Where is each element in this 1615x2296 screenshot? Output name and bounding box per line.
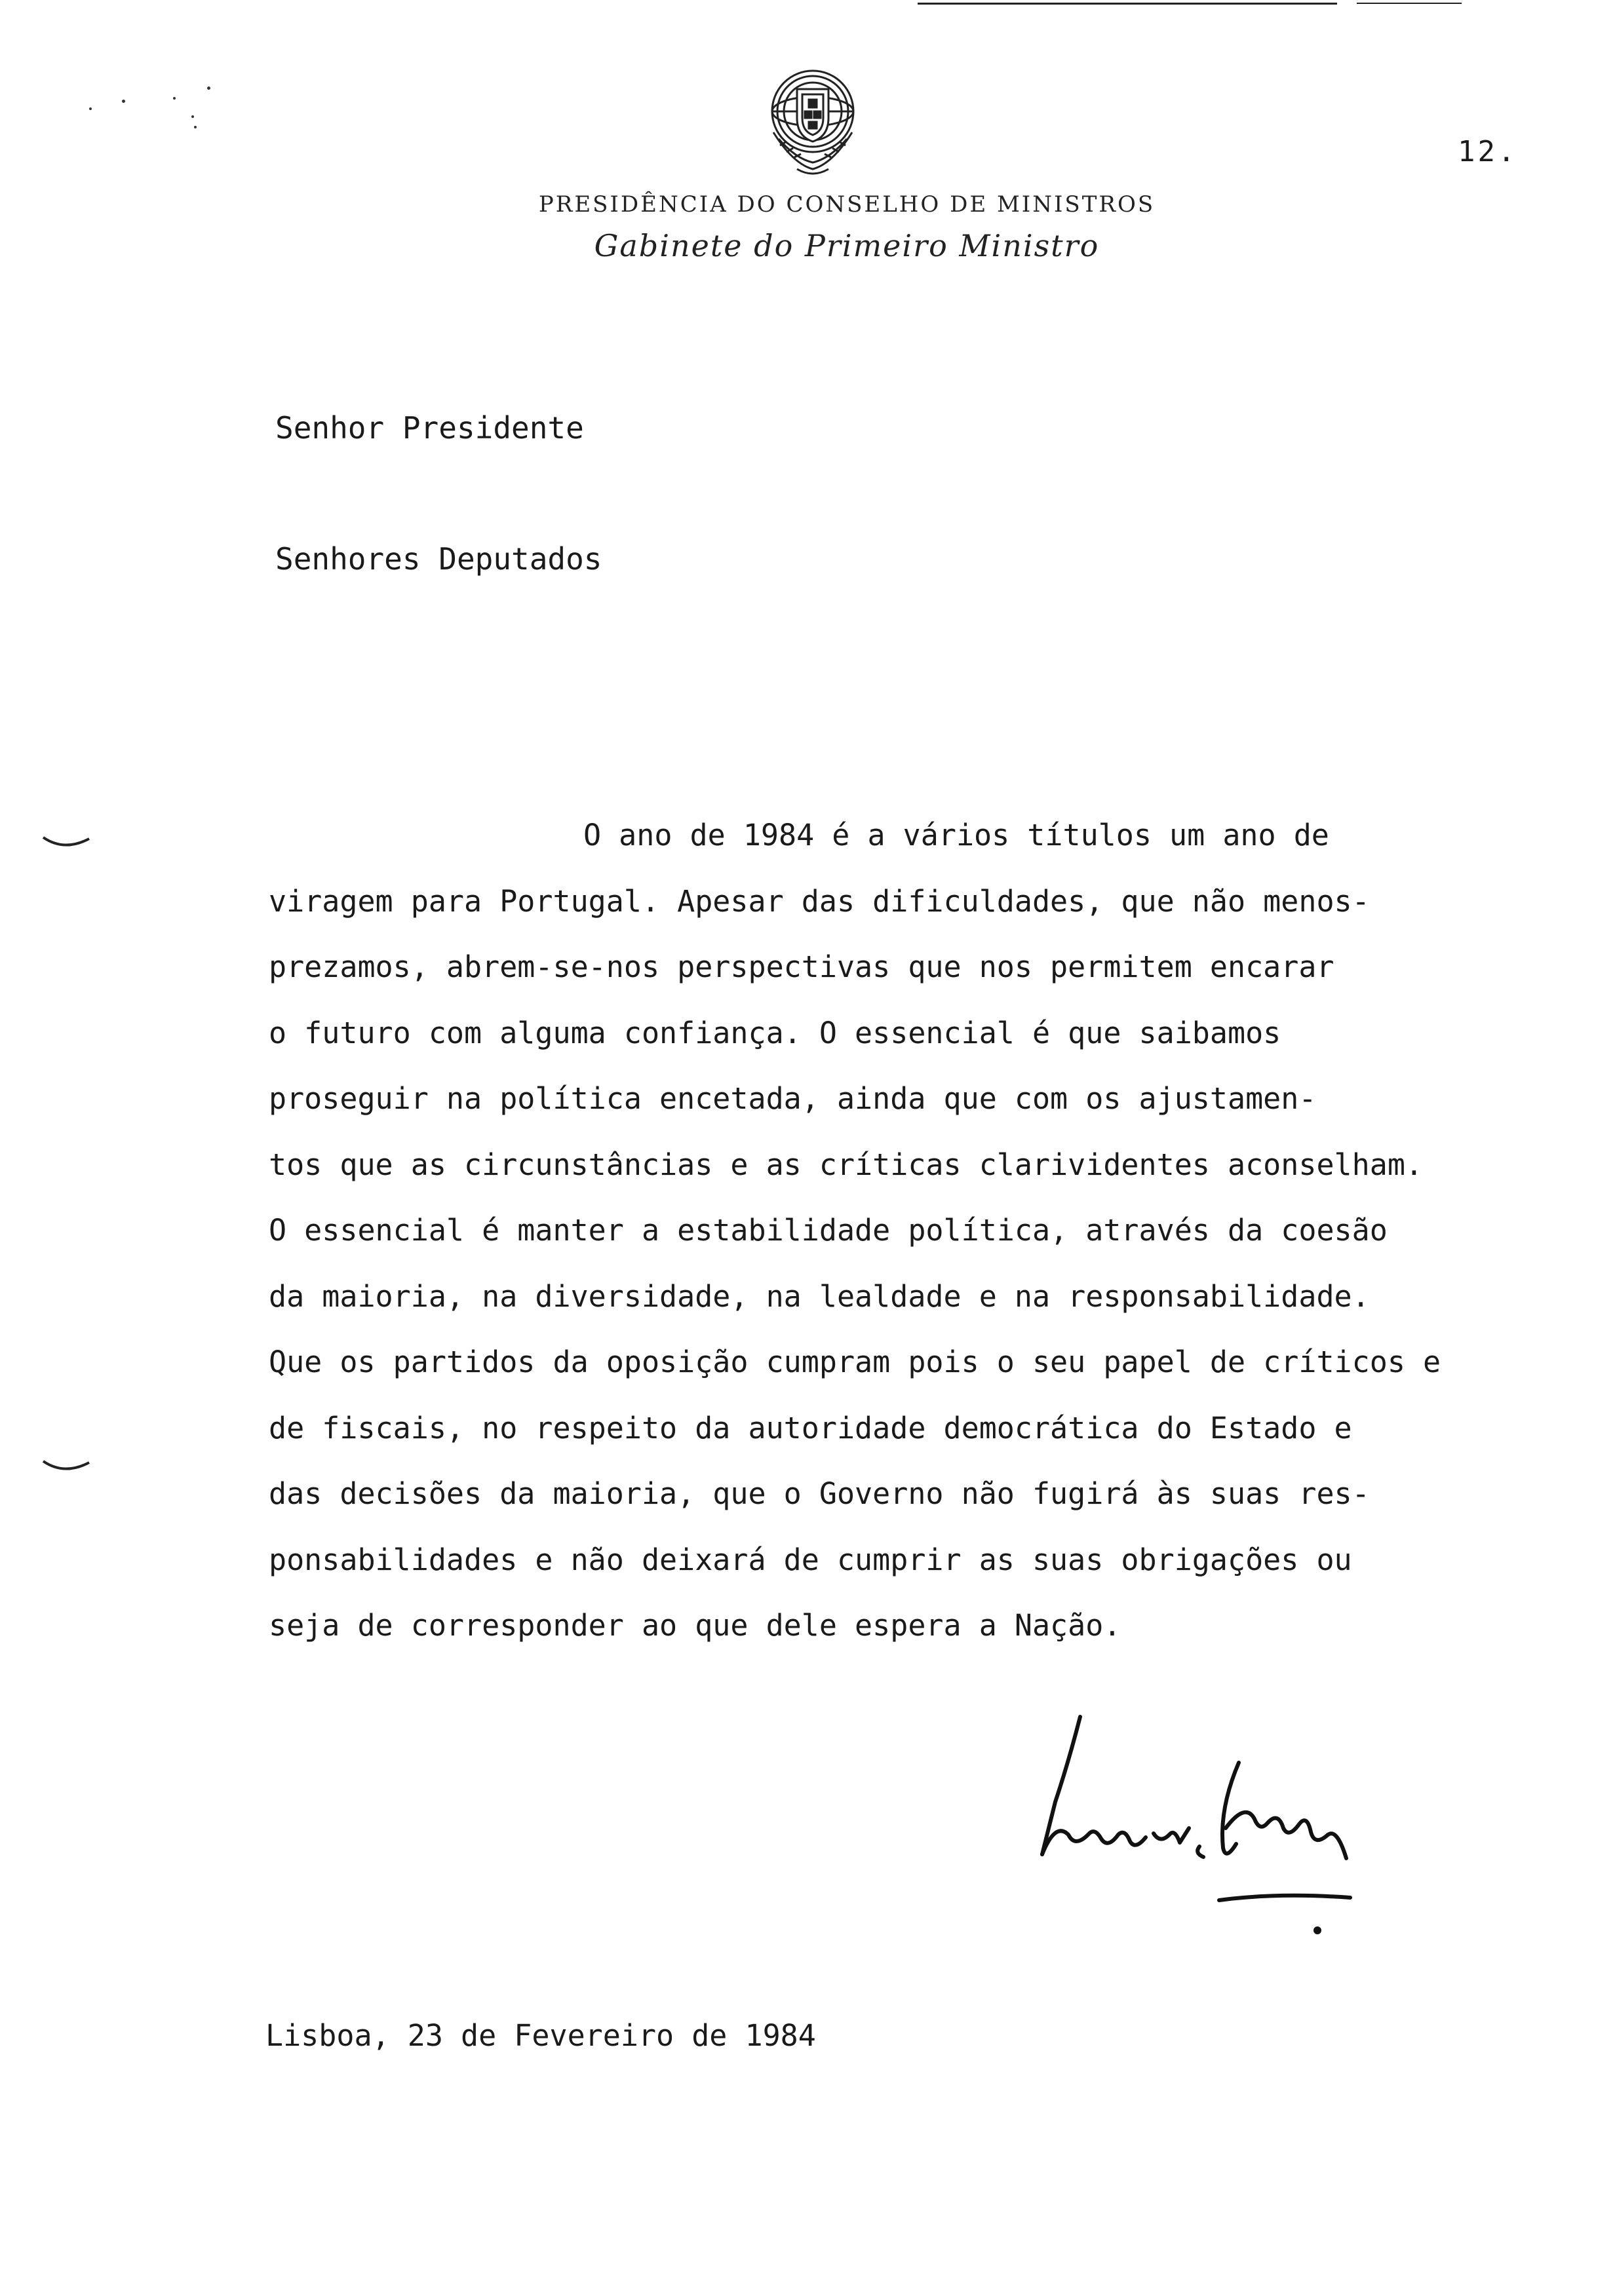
scan-speck (207, 86, 210, 90)
margin-mark (41, 1456, 93, 1476)
body-line: seja de corresponder ao que dele espera a Nação. (269, 1608, 1121, 1643)
body-line: O ano de 1984 é a vários títulos um ano de (583, 818, 1329, 852)
margin-mark (41, 832, 93, 852)
body-line: prezamos, abrem-se-nos perspectivas que nos permitem encarar (269, 949, 1334, 984)
place-date: Lisboa, 23 de Fevereiro de 1984 (265, 2018, 816, 2053)
body-line: o futuro com alguma confiança. O essencial é que saibamos (269, 1015, 1281, 1050)
body-line: proseguir na política encetada, ainda que com os ajustamen- (269, 1081, 1317, 1116)
salutation-president: Senhor Presidente (275, 410, 584, 446)
body-line: ponsabilidades e não deixará de cumprir as suas obrigações ou (269, 1542, 1352, 1577)
body-line: da maioria, na diversidade, na lealdade e na responsabilidade. (269, 1278, 1370, 1314)
body-line: tos que as circunstâncias e as críticas clarividentes aconselham. (269, 1147, 1423, 1182)
body-line: O essencial é manter a estabilidade política, através da coesão (269, 1213, 1388, 1248)
body-line: das decisões da maioria, que o Governo não fugirá às suas res- (269, 1476, 1370, 1511)
body-line: Que os partidos da oposição cumpram pois o seu papel de críticos e (269, 1345, 1441, 1379)
coat-of-arms-icon (760, 59, 865, 183)
top-scan-rule (918, 3, 1337, 5)
page-number: 12. (1458, 135, 1518, 168)
office-subtitle: Gabinete do Primeiro Ministro (594, 228, 1100, 263)
body-line: viragem para Portugal. Apesar das dificuldades, que não menos- (269, 883, 1370, 919)
handwritten-signature (1029, 1704, 1370, 1940)
office-title: PRESIDÊNCIA DO CONSELHO DE MINISTROS (538, 191, 1156, 218)
letter-body (269, 803, 1441, 1659)
scan-speck (194, 126, 197, 128)
scan-speck (173, 97, 176, 100)
salutation-deputies: Senhores Deputados (275, 541, 602, 577)
scan-speck (122, 100, 125, 103)
scan-speck (191, 115, 194, 118)
top-scan-rule-right (1357, 3, 1462, 4)
body-line: de fiscais, no respeito da autoridade democrática do Estado e (269, 1410, 1352, 1445)
scan-speck (89, 107, 92, 110)
